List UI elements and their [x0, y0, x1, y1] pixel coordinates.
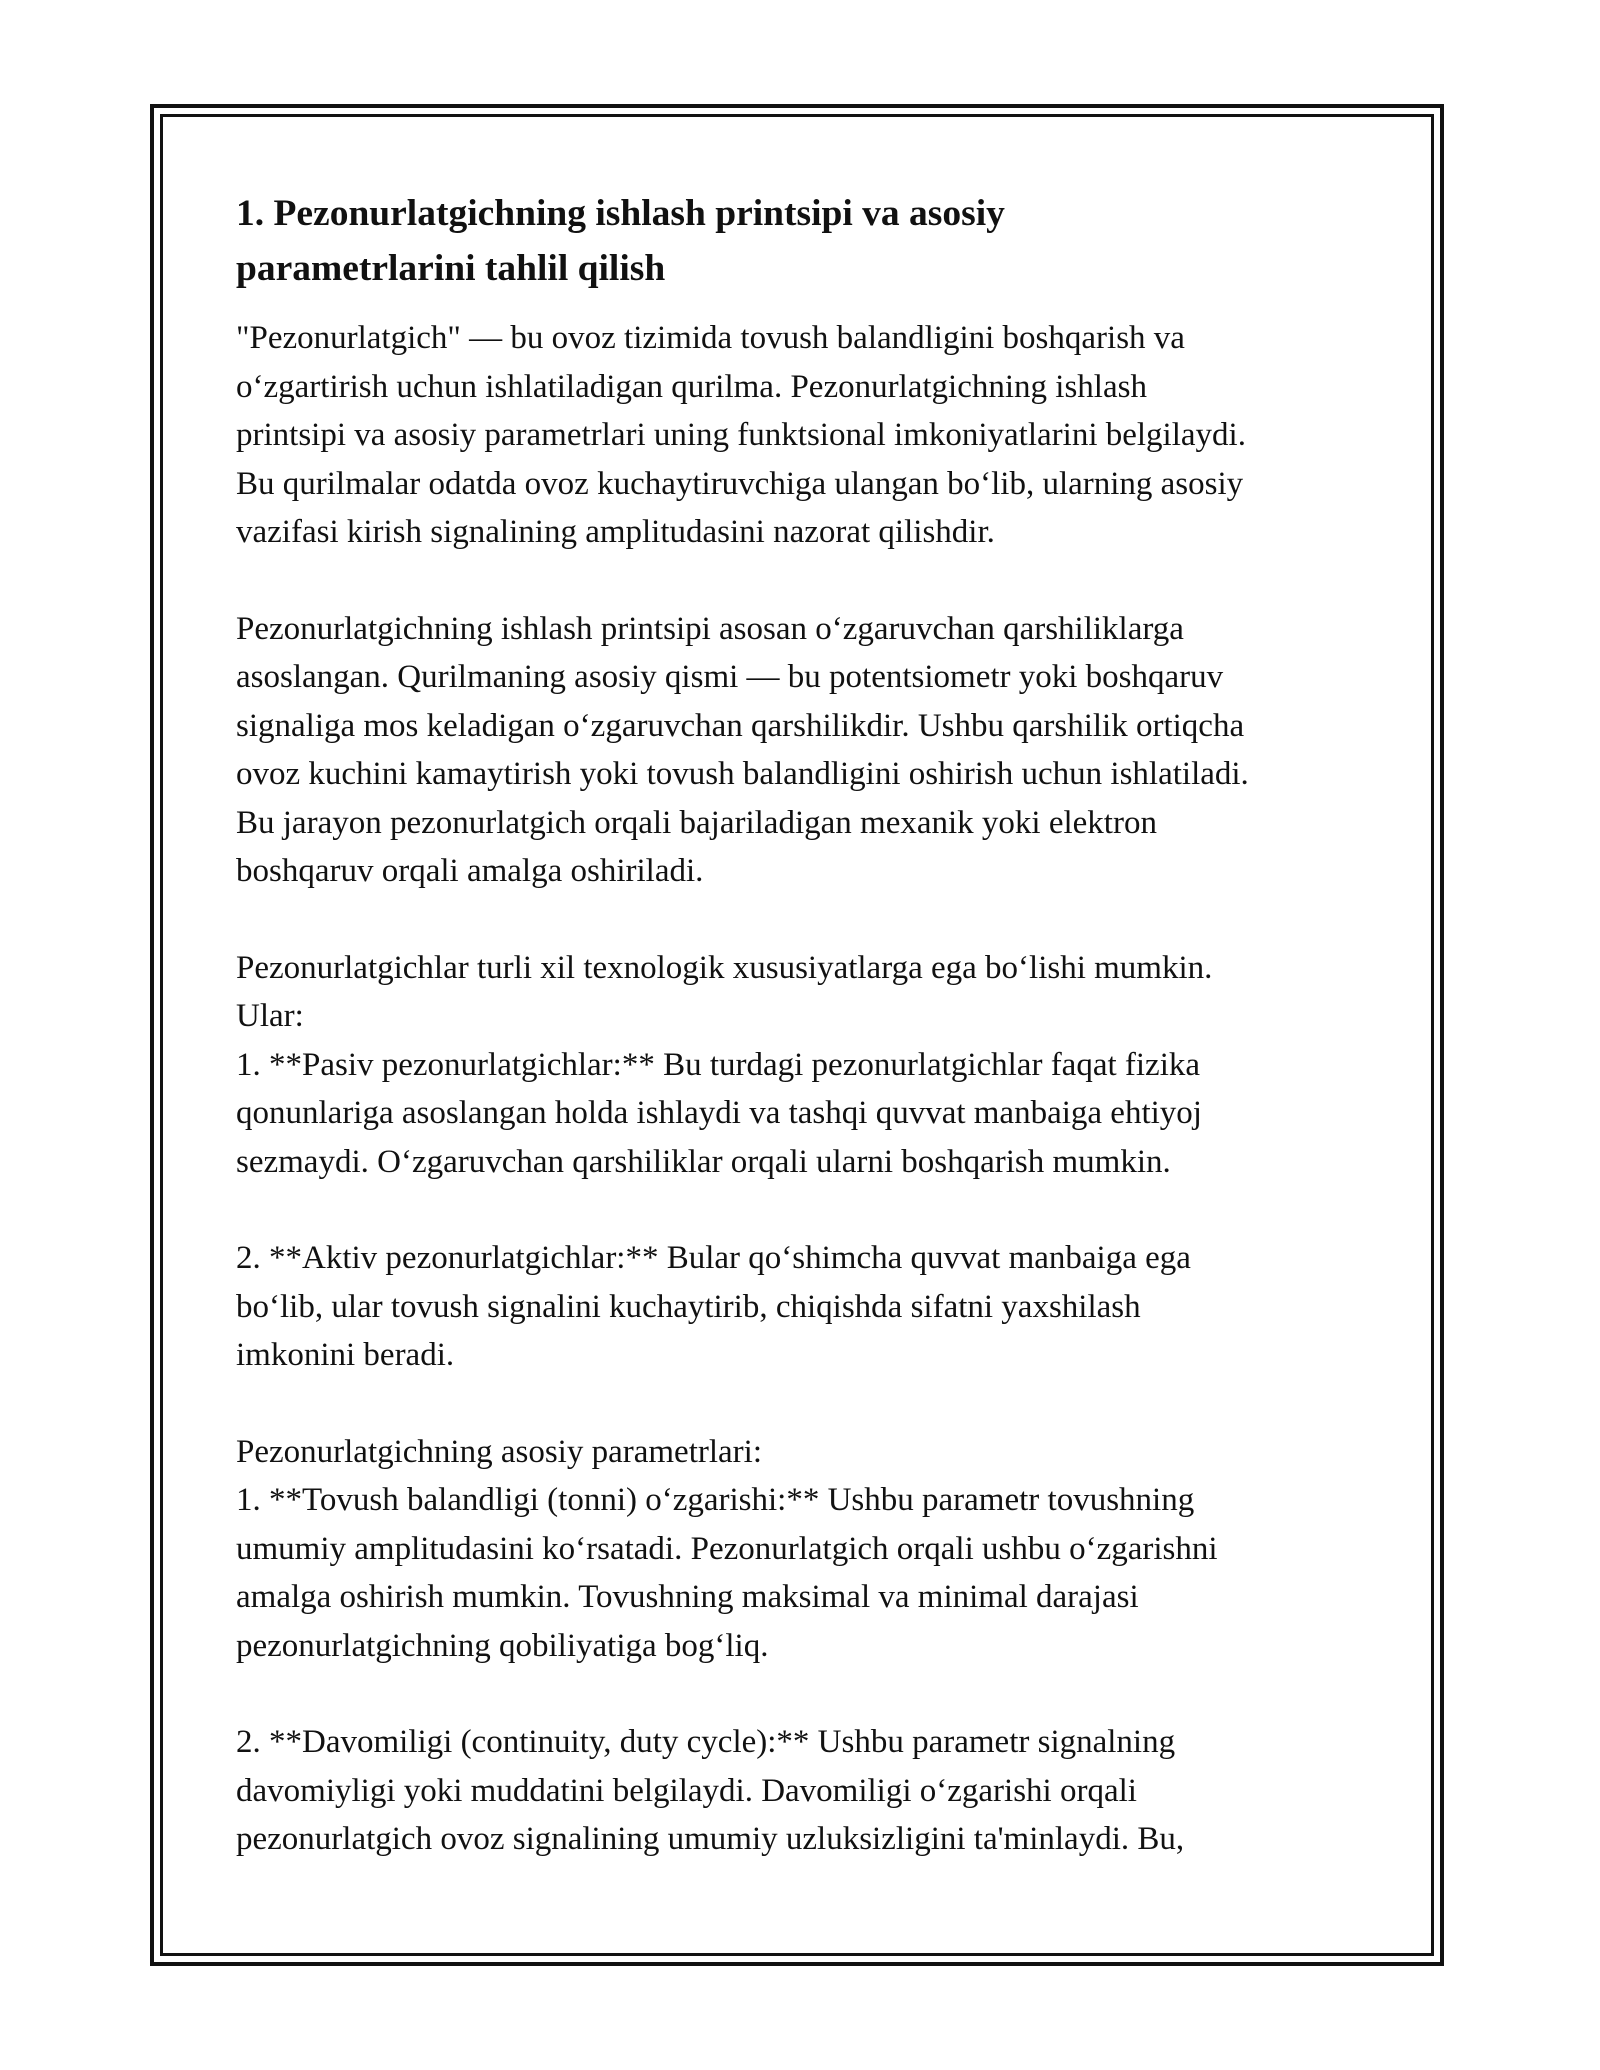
- text-line: bo‘lib, ular tovush signalini kuchaytirib, chiqishda sifatni yaxshilash: [236, 1288, 1141, 1325]
- text-line: qonunlariga asoslangan holda ishlaydi va tashqi quvvat manbaiga ehtiyoj: [236, 1095, 1202, 1131]
- text-line: ovoz kuchini kamaytirish yoki tovush balandligini oshirish uchun ishlatiladi.: [236, 756, 1249, 792]
- paragraph-parameters-duration: [236, 1718, 1376, 1864]
- text-line: Pezonurlatgichning ishlash printsipi asosan o‘zgaruvchan qarshiliklarga: [236, 610, 1184, 647]
- paragraph-working-principle: [236, 605, 1376, 896]
- text-line: 1. **Pasiv pezonurlatgichlar:** Bu turdagi pezonurlatgichlar faqat fizika: [236, 1046, 1201, 1083]
- text-line: Bu jarayon pezonurlatgich orqali bajariladigan mexanik yoki elektron: [236, 804, 1157, 841]
- paragraph-types-passive: [236, 944, 1376, 1187]
- document-body: [236, 186, 1376, 1912]
- text-line: 1. **Tovush balandligi (tonni) o‘zgarishi:** Ushbu parametr tovushning: [236, 1482, 1195, 1518]
- text-line: 2. **Aktiv pezonurlatgichlar:** Bular qo‘shimcha quvvat manbaiga ega: [236, 1240, 1191, 1276]
- paragraph-definition: [236, 314, 1376, 557]
- text-line: printsipi va asosiy parametrlari uning funktsional imkoniyatlarini belgilaydi.: [236, 417, 1246, 453]
- paragraph-types-active: [236, 1234, 1376, 1380]
- text-line: pezonurlatgichning qobiliyatiga bog‘liq.: [236, 1627, 769, 1664]
- text-line: sezmaydi. O‘zgaruvchan qarshiliklar orqali ularni boshqarish mumkin.: [236, 1143, 1171, 1180]
- text-line: umumiy amplitudasini ko‘rsatadi. Pezonurlatgich orqali ushbu o‘zgarishni: [236, 1530, 1218, 1567]
- text-line: Ular:: [236, 998, 304, 1034]
- text-line: Pezonurlatgichning asosiy parametrlari:: [236, 1433, 763, 1470]
- heading-line: 1. Pezonurlatgichning ishlash printsipi va asosiy: [236, 193, 1005, 234]
- paragraph-parameters-volume: [236, 1428, 1376, 1671]
- text-line: boshqaruv orqali amalga oshiriladi.: [236, 853, 704, 889]
- heading-line: parametrlarini tahlil qilish: [236, 248, 666, 289]
- text-line: Pezonurlatgichlar turli xil texnologik xususiyatlarga ega bo‘lishi mumkin.: [236, 949, 1213, 986]
- text-line: Bu qurilmalar odatda ovoz kuchaytiruvchiga ulangan bo‘lib, ularning asosiy: [236, 465, 1244, 502]
- text-line: 2. **Davomiligi (continuity, duty cycle):** Ushbu parametr signalning: [236, 1724, 1176, 1760]
- section-heading: [236, 186, 1136, 296]
- text-line: davomiyligi yoki muddatini belgilaydi. Davomiligi o‘zgarishi orqali: [236, 1772, 1137, 1809]
- text-line: signaliga mos keladigan o‘zgaruvchan qarshilikdir. Ushbu qarshilik ortiqcha: [236, 707, 1245, 744]
- text-line: pezonurlatgich ovoz signalining umumiy uzluksizligini ta'minlaydi. Bu,: [236, 1821, 1185, 1857]
- text-line: imkonini beradi.: [236, 1337, 455, 1373]
- text-line: "Pezonurlatgich" — bu ovoz tizimida tovush balandligini boshqarish va: [236, 320, 1185, 356]
- text-line: o‘zgartirish uchun ishlatiladigan qurilma. Pezonurlatgichning ishlash: [236, 368, 1147, 405]
- text-line: vazifasi kirish signalining amplitudasini nazorat qilishdir.: [236, 514, 995, 550]
- text-line: asoslangan. Qurilmaning asosiy qismi — bu potentsiometr yoki boshqaruv: [236, 659, 1224, 695]
- text-line: amalga oshirish mumkin. Tovushning maksimal va minimal darajasi: [236, 1579, 1139, 1615]
